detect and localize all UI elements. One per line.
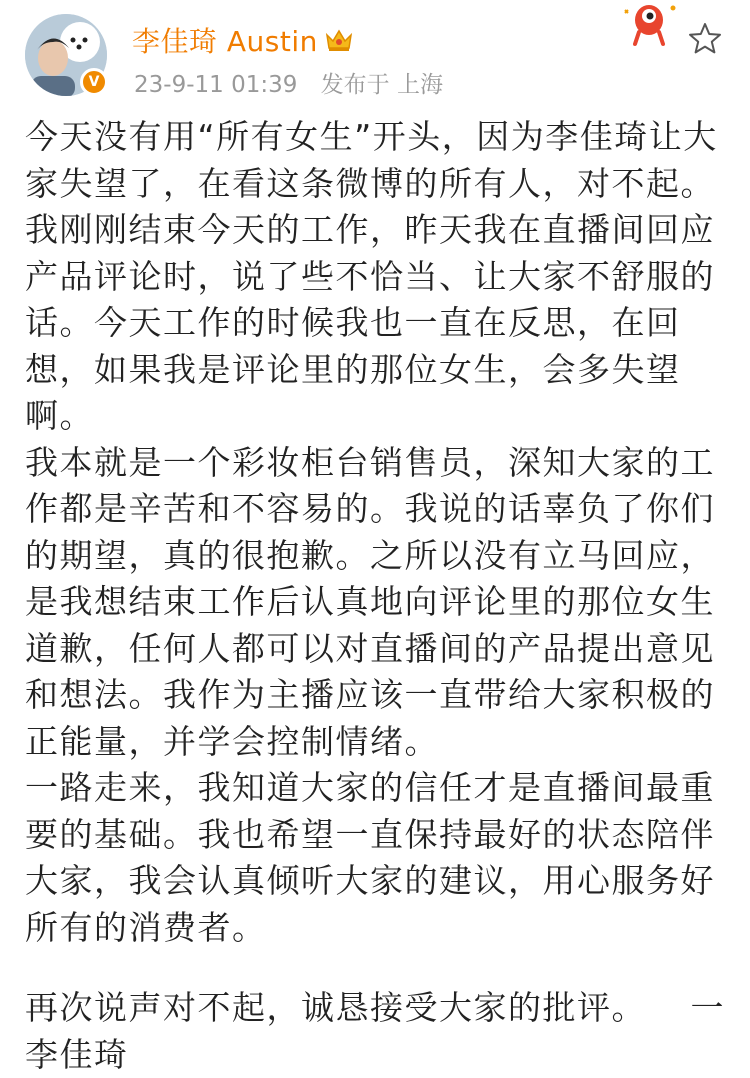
post-timestamp: 23-9-11 01:39 (134, 72, 297, 98)
post-location: 发布于 上海 (321, 72, 443, 98)
closing-line (25, 985, 725, 1032)
post-header (0, 0, 750, 110)
post-meta (134, 66, 443, 99)
star-icon[interactable] (686, 20, 724, 58)
verified-badge-icon: V (80, 68, 108, 96)
signature-dash: 一 (691, 985, 726, 1032)
signature: 李佳琦 (25, 1032, 725, 1078)
closing-text: 再次说声对不起，诚恳接受大家的批评。 (25, 988, 646, 1027)
author-name-text: 李佳琦 Austin (132, 20, 318, 60)
mascot-icon (613, 0, 688, 48)
crown-icon (324, 27, 354, 53)
post-signoff (25, 985, 725, 1078)
post-body: 今天没有用“所有女生”开头，因为李佳琦让大家失望了，在看这条微博的所有人，对不起。 我刚刚结束今天的工作，昨天我在直播间回应产品评论时，说了些不恰当、让大家不舒服的话。今天工作的时候我也一直在反思，在回想，如果我是评论里的那位女生，会多失望啊。 我本就是一个彩妆柜台销售员，深知大家的工作都是辛苦和不容易的。我说的话辜负了你们的期望，真的很抱歉。之所以没有立马回应，是我想结束工作后认真地向评论里的那位女生道歉，任何人都可以对直播间的产品提出意见和想法。我作为主播应该一直带给大家积极的正能量，并学会控制情绪。 一路走来，我知道大家的信任才是直播间最重要的基础。我也希望一直保持最好的状态陪伴大家，我会认真倾听大家的建议，用心服务好所有的消费者。 (25, 114, 725, 951)
author-name[interactable] (132, 20, 354, 60)
